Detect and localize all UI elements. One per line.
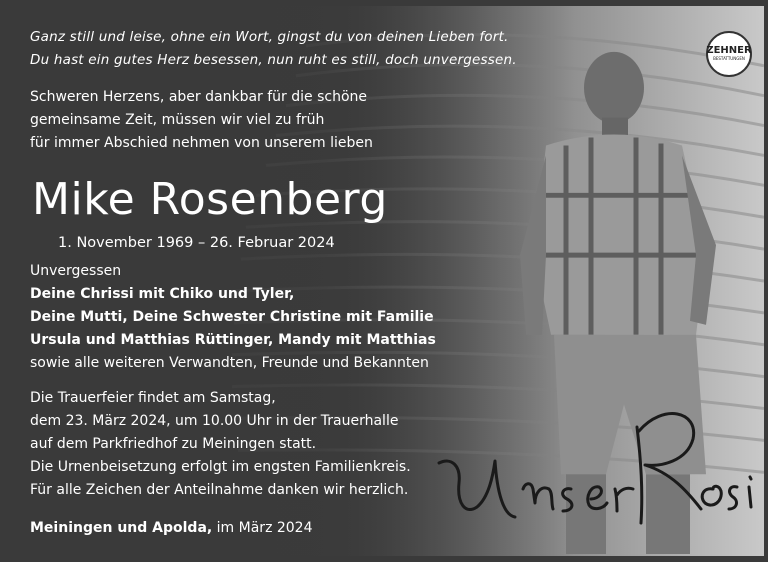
life-dates: 1. November 1969 – 26. Februar 2024 — [58, 235, 335, 251]
mourners-line-3: Ursula und Matthias Rüttinger, Mandy mit Matthias — [30, 332, 436, 348]
funeral-home-logo — [706, 31, 752, 77]
funeral-line-4: Die Urnenbeisetzung erfolgt im engsten Familienkreis. — [30, 459, 411, 475]
footer-signoff — [30, 517, 313, 540]
funeral-line-2: dem 23. März 2024, um 10.00 Uhr in der Trauerhalle — [30, 413, 399, 429]
deceased-name: Mike Rosenberg — [32, 174, 388, 225]
mourners-line-2: Deine Mutti, Deine Schwester Christine mit Familie — [30, 309, 434, 325]
mourners-line-4: sowie alle weiteren Verwandten, Freunde und Bekannten — [30, 355, 429, 371]
mourners-line-1: Deine Chrissi mit Chiko und Tyler, — [30, 286, 295, 302]
intro-line-2: gemeinsame Zeit, müssen wir viel zu früh — [30, 112, 325, 128]
footer-place: Meiningen und Apolda, — [30, 520, 213, 536]
funeral-line-5: Für alle Zeichen der Anteilnahme danken wir herzlich. — [30, 482, 409, 498]
verse-line-1: Ganz still und leise, ohne ein Wort, gingst du von deinen Lieben fort. — [30, 29, 509, 45]
handwritten-signature — [431, 391, 761, 531]
intro-line-3: für immer Abschied nehmen von unserem lieben — [30, 135, 373, 151]
funeral-line-3: auf dem Parkfriedhof zu Meiningen statt. — [30, 436, 317, 452]
footer-date: im März 2024 — [216, 520, 313, 536]
logo-subtitle: BESTATTUNGEN — [713, 56, 745, 61]
mourners-heading: Unvergessen — [30, 263, 122, 279]
verse-line-2: Du hast ein gutes Herz besessen, nun ruht es still, doch unvergessen. — [30, 52, 517, 68]
funeral-line-1: Die Trauerfeier findet am Samstag, — [30, 390, 276, 406]
logo-name: ZEHNER — [706, 45, 752, 56]
intro-line-1: Schweren Herzens, aber dankbar für die schöne — [30, 89, 367, 105]
